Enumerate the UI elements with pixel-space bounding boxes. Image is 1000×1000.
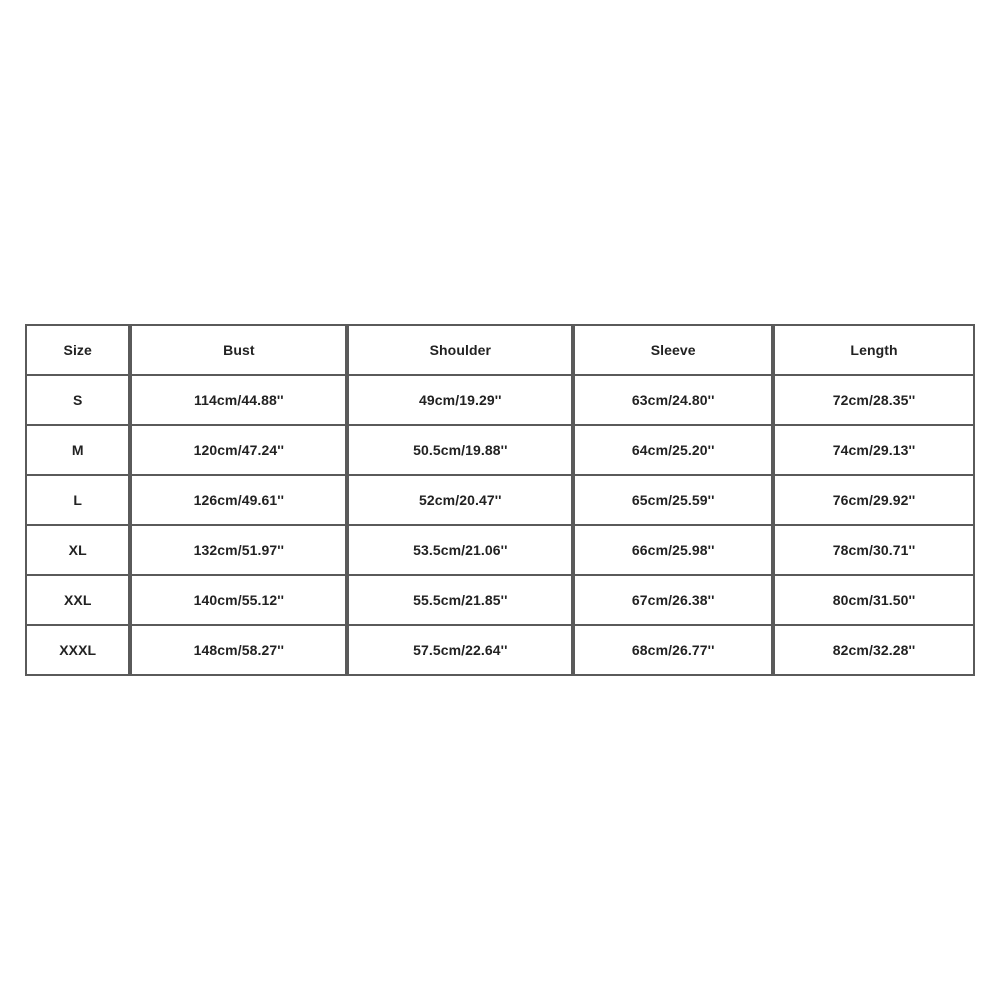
sleeve-cell: 67cm/26.38''	[573, 575, 773, 625]
shoulder-cell: 53.5cm/21.06''	[347, 525, 573, 575]
length-cell: 76cm/29.92''	[773, 475, 974, 525]
size-cell: S	[26, 375, 130, 425]
bust-cell: 140cm/55.12''	[130, 575, 347, 625]
length-cell: 74cm/29.13''	[773, 425, 974, 475]
sleeve-cell: 66cm/25.98''	[573, 525, 773, 575]
header-shoulder: Shoulder	[347, 325, 573, 375]
table-row	[26, 375, 974, 425]
sleeve-cell: 65cm/25.59''	[573, 475, 773, 525]
shoulder-cell: 57.5cm/22.64''	[347, 625, 573, 675]
header-bust: Bust	[130, 325, 347, 375]
sleeve-cell: 64cm/25.20''	[573, 425, 773, 475]
size-cell: L	[26, 475, 130, 525]
size-cell: XL	[26, 525, 130, 575]
length-cell: 72cm/28.35''	[773, 375, 974, 425]
table-row	[26, 625, 974, 675]
size-chart-table	[25, 324, 975, 676]
table-row	[26, 425, 974, 475]
header-length: Length	[773, 325, 974, 375]
size-cell: XXXL	[26, 625, 130, 675]
bust-cell: 114cm/44.88''	[130, 375, 347, 425]
header-row	[26, 325, 974, 375]
sleeve-cell: 68cm/26.77''	[573, 625, 773, 675]
bust-cell: 132cm/51.97''	[130, 525, 347, 575]
bust-cell: 148cm/58.27''	[130, 625, 347, 675]
shoulder-cell: 50.5cm/19.88''	[347, 425, 573, 475]
sleeve-cell: 63cm/24.80''	[573, 375, 773, 425]
bust-cell: 120cm/47.24''	[130, 425, 347, 475]
header-sleeve: Sleeve	[573, 325, 773, 375]
table-row	[26, 575, 974, 625]
shoulder-cell: 52cm/20.47''	[347, 475, 573, 525]
shoulder-cell: 55.5cm/21.85''	[347, 575, 573, 625]
size-cell: M	[26, 425, 130, 475]
table-row	[26, 525, 974, 575]
shoulder-cell: 49cm/19.29''	[347, 375, 573, 425]
size-cell: XXL	[26, 575, 130, 625]
header-size: Size	[26, 325, 130, 375]
length-cell: 82cm/32.28''	[773, 625, 974, 675]
table-row	[26, 475, 974, 525]
length-cell: 80cm/31.50''	[773, 575, 974, 625]
bust-cell: 126cm/49.61''	[130, 475, 347, 525]
length-cell: 78cm/30.71''	[773, 525, 974, 575]
